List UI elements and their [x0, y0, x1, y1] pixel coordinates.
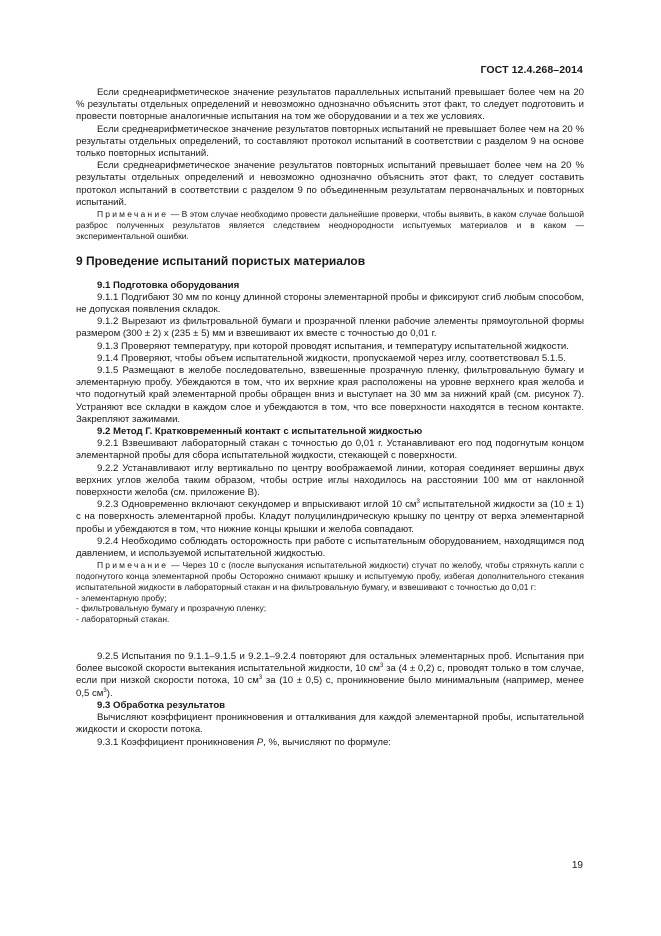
paragraph: Вычисляют коэффициент проникновения и отталкивания для каждой элементарной пробы, испытательной жидкости и скорости потока. — [76, 712, 584, 736]
paragraph: 9.2.1 Взвешивают лабораторный стакан с точностью до 0,01 г. Устанавливают его под подогнутым концом элементарной пробы для сбора испытательной жидкости, стекающей с поверхности. — [76, 438, 584, 462]
paragraph: Если среднеарифметическое значение результатов параллельных испытаний превышает более чем на 20 % результаты отдельных определений и невозможно однозначно объяснить этот факт, то следует подготовить и провести повторные аналогичные испытания на том же оборудовании и а тех же условиях. — [76, 87, 584, 123]
paragraph: 9.1.4 Проверяют, чтобы объем испытательной жидкости, пропускаемой через иглу, соответствовал 5.1.5. — [97, 352, 566, 364]
note-text: — Через 10 с (после выпускания испытательной жидкости) стучат по желобу, чтобы стряхнуть капли с подогнутого конца элементарной пробы Осторожно снимают крышку и испытуемую пробу, избегая дополнительного стекания испытательной жидкости в лабораторный стакан и на фильтровальную бумагу, и взвешивают с точностью до 0,01 г: — [76, 560, 584, 592]
subsection-heading: 9.1 Подготовка оборудования — [97, 279, 240, 291]
note-text: — В этом случае необходимо провести дальнейшие проверки, чтобы выявить, в каком случае большой разброс полученных результатов является следствием неоднородности испытуемых материалов и в каком — экспериментальной ошибки. — [76, 209, 584, 241]
spacer — [76, 625, 584, 651]
note — [76, 560, 584, 592]
formula-variable: P — [256, 736, 264, 748]
paragraph: 9.3.1 Коэффициент проникновения P, %, вычисляют по формуле: — [97, 736, 391, 748]
note-label: Примечание — [97, 209, 169, 220]
document-header: ГОСТ 12.4.268–2014 — [480, 64, 583, 76]
paragraph: 9.1.1 Подгибают 30 мм по концу длинной стороны элементарной пробы и фиксируют сгиб любым способом, не допуская появления складок. — [76, 291, 584, 316]
note-label: Примечание — [97, 560, 169, 571]
paragraph: 9.2.2 Устанавливают иглу вертикально по центру воображаемой линии, которая соединяет вершины двух верхних углов желоба таким образом, чтобы острие иглы находилось на расстоянии 100 мм от наклонной поверхности желоба (см. приложение В). — [76, 462, 584, 499]
paragraph: 9.1.3 Проверяют температуру, при которой проводят испытания, и температуру испытательной жидкости. — [97, 340, 569, 352]
list-item: - элементарную пробу; — [76, 592, 167, 603]
list-item: - лабораторный стакан. — [76, 614, 170, 625]
page-number: 19 — [571, 860, 583, 871]
paragraph: 9.2.3 Одновременно включают секундомер и впрыскивают иглой 10 $см^3$ испытательной жидкости за (10 ± 1) с на поверхность элементарной пробы. Кладут полуцилиндрическую крышку по центру от верха элементарной пробы и убеждаются в том, что нижние концы крышки и желоба совпадают. — [76, 499, 584, 535]
list-item: - фильтровальную бумагу и прозрачную пленку; — [76, 603, 267, 614]
paragraph: Если среднеарифметическое значение результатов повторных испытаний превышает более чем на 20 % результаты отдельных определений и невозможно однозначно объяснить этот факт, то следует составить протокол испытаний в соответствии с разделом 9 по объединенным результатам первоначальных и повторных испытаний. — [76, 160, 584, 208]
note — [76, 209, 584, 241]
paragraph: 9.2.5 Испытания по 9.1.1–9.1.5 и 9.2.1–9.2.4 повторяют для остальных элементарных проб. Испытания при более высокой скорости вытекания испытательной жидкости, 10 $см^3$ за (4 ± 0,2) с, проводят только в том случае, если при низкой скорости потока, 10 $см^3$ за (10 ± 0,5) с, проникновение было минимальным (например, менее 0,5 $см^3$). — [76, 651, 584, 699]
paragraph: 9.1.5 Размещают в желобе последовательно, взвешенные прозрачную пленку, фильтровальную бумагу и элементарную пробу. Убеждаются в том, что их верхние края расположены на уровне верхнего края желоба и что подогнутый край элементарной пробы обращен вниз и выступает на 30 мм за нижний край (см. рисунок 7). Устраняют все складки в каждом слое и убеждаются в том, что все поверхности находятся в тесном контакте. Закрепляют зажимами. — [76, 365, 584, 425]
paragraph: 9.1.2 Вырезают из фильтровальной бумаги и прозрачной пленки рабочие элементы прямоугольной формы размером (300 ± 2) x (235 ± 5) мм и взвешивают их вместе с точностью до 0,01 г. — [76, 316, 584, 340]
paragraph: Если среднеарифметическое значение результатов повторных испытаний не превышает более чем на 20 % результаты отдельных определений, то составляют протокол испытаний в соответствии с разделом 9 на основе только повторных испытаний. — [76, 123, 584, 160]
page-content — [76, 87, 584, 749]
subsection-heading: 9.2 Метод Г. Кратковременный контакт с испытательной жидкостью — [97, 426, 423, 438]
section-heading: 9 Проведение испытаний пористых материалов — [76, 254, 366, 269]
subsection-heading: 9.3 Обработка результатов — [97, 699, 226, 711]
paragraph: 9.2.4 Необходимо соблюдать осторожность при работе с испытательным оборудованием, находящимся под давлением, и используемой испытательной жидкостью. — [76, 535, 584, 560]
